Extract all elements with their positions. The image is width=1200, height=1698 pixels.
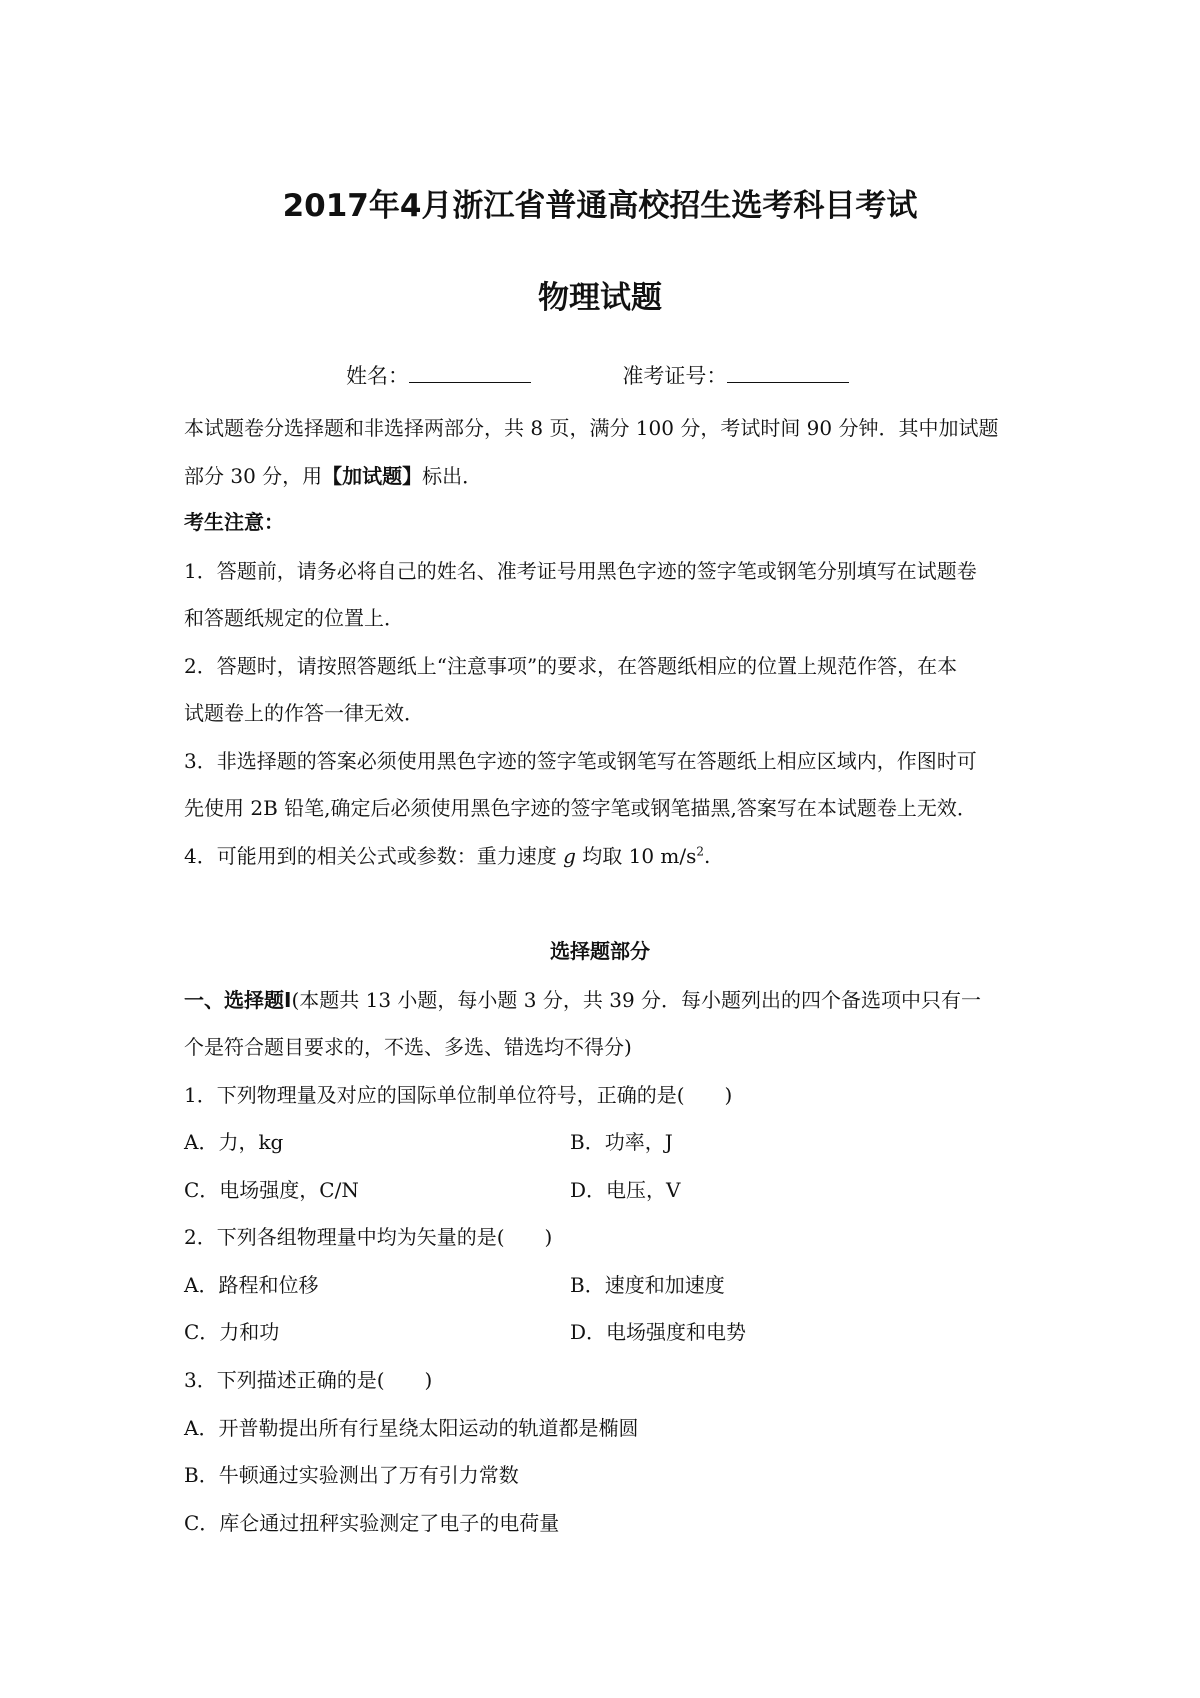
question-2-stem: 2．下列各组物理量中均为矢量的是( ) bbox=[184, 1225, 553, 1249]
name-label: 姓名： bbox=[346, 364, 409, 388]
gravity-symbol: g bbox=[563, 844, 576, 868]
question-1-option-d: D．电压，V bbox=[570, 1178, 681, 1202]
notice-heading: 考生注意： bbox=[184, 510, 284, 534]
exam-subtitle: 物理试题 bbox=[538, 280, 662, 316]
part-instructions: (本题共 13 小题，每小题 3 分，共 39 分．每小题列出的四个备选项中只有一 bbox=[291, 988, 982, 1012]
question-3-option-c: C．库仑通过扭秤实验测定了电子的电荷量 bbox=[184, 1511, 560, 1535]
candidate-fields bbox=[346, 360, 849, 390]
intro-text: 部分 30 分，用 bbox=[184, 464, 323, 488]
part-label: 一、选择题Ⅰ bbox=[184, 988, 292, 1012]
question-3-stem: 3．下列描述正确的是( ) bbox=[184, 1368, 433, 1392]
intro-bold-mark: 【加试题】 bbox=[322, 464, 423, 488]
intro-line-2 bbox=[184, 460, 482, 489]
question-1-option-b: B．功率，J bbox=[570, 1130, 673, 1154]
notice-4-end: . bbox=[704, 844, 711, 868]
question-2-option-d: D．电场强度和电势 bbox=[570, 1320, 747, 1344]
question-1-option-a: A．力，kg bbox=[184, 1130, 284, 1154]
name-blank bbox=[409, 366, 531, 383]
question-1-stem: 1．下列物理量及对应的国际单位制单位符号，正确的是( ) bbox=[184, 1083, 733, 1107]
notice-item-1b: 和答题纸规定的位置上． bbox=[184, 606, 404, 630]
exam-title: 2017年4月浙江省普通高校招生选考科目考试 bbox=[282, 188, 918, 224]
notice-4-text: 4．可能用到的相关公式或参数：重力速度 bbox=[184, 844, 564, 868]
question-2-option-c: C．力和功 bbox=[184, 1320, 280, 1344]
id-label: 准考证号： bbox=[622, 364, 728, 388]
section-title: 选择题部分 bbox=[550, 939, 650, 963]
notice-item-2b: 试题卷上的作答一律无效． bbox=[184, 701, 424, 725]
question-2-option-b: B．速度和加速度 bbox=[570, 1273, 725, 1297]
notice-item-1a: 1．答题前，请务必将自己的姓名、准考证号用黑色字迹的签字笔或钢笔分别填写在试题卷 bbox=[184, 559, 977, 583]
id-blank bbox=[727, 366, 849, 383]
part-heading bbox=[184, 984, 981, 1013]
part-instructions-2: 个是符合题目要求的，不选、多选、错选均不得分) bbox=[184, 1035, 632, 1059]
question-1-option-c: C．电场强度，C/N bbox=[184, 1178, 359, 1202]
intro-line-1: 本试题卷分选择题和非选择两部分，共 8 页，满分 100 分，考试时间 90 分钟．其中加试题 bbox=[184, 416, 999, 440]
exponent: 2 bbox=[696, 844, 705, 859]
notice-item-3b: 先使用 2B 铅笔,确定后必须使用黑色字迹的签字笔或钢笔描黑,答案写在本试题卷上无效． bbox=[184, 796, 977, 820]
intro-text-end: 标出． bbox=[422, 464, 483, 488]
question-3-option-b: B．牛顿通过实验测出了万有引力常数 bbox=[184, 1463, 519, 1487]
notice-item-4 bbox=[184, 840, 710, 869]
question-3-option-a: A．开普勒提出所有行星绕太阳运动的轨道都是椭圆 bbox=[184, 1416, 639, 1440]
notice-item-2a: 2．答题时，请按照答题纸上“注意事项”的要求，在答题纸相应的位置上规范作答，在本 bbox=[184, 654, 958, 678]
question-2-option-a: A．路程和位移 bbox=[184, 1273, 319, 1297]
notice-4-value: 均取 10 m/s bbox=[575, 844, 697, 868]
notice-item-3a: 3．非选择题的答案必须使用黑色字迹的签字笔或钢笔写在答题纸上相应区域内，作图时可 bbox=[184, 749, 977, 773]
